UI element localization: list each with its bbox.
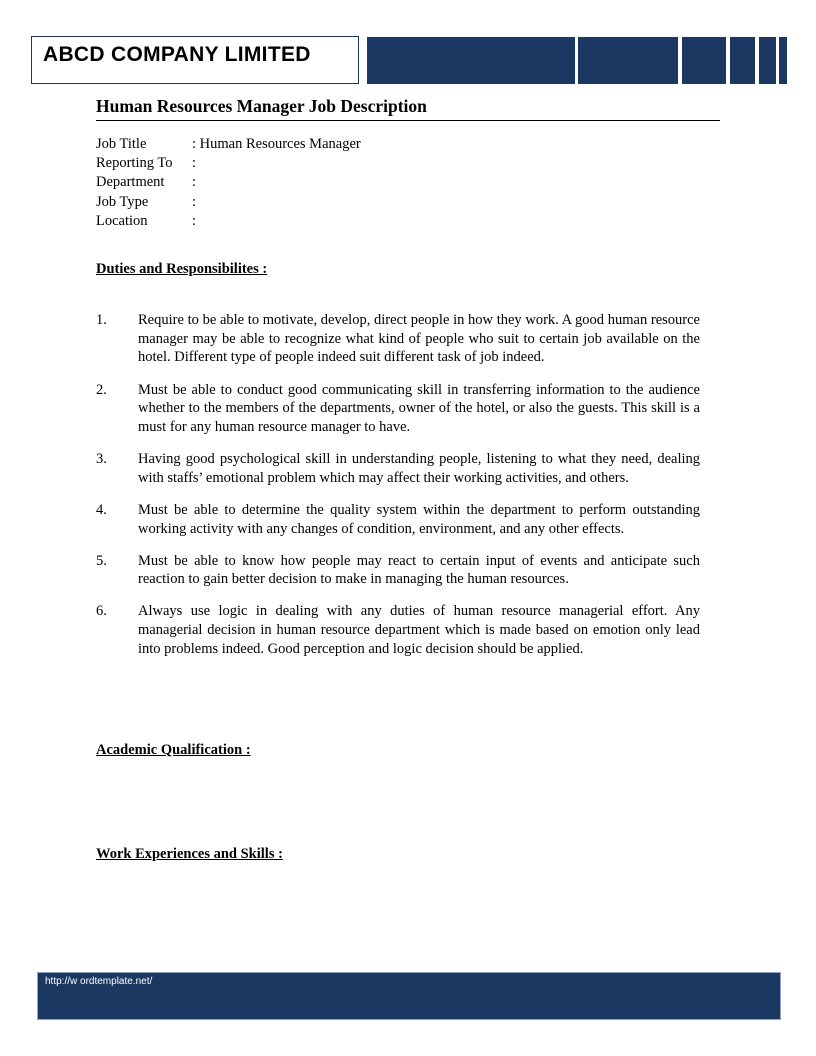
- list-item: [96, 450, 700, 487]
- duties-heading: Duties and Responsibilites :: [96, 261, 268, 277]
- list-item-number: 1.: [96, 312, 107, 328]
- list-item-text: Must be able to know how people may react to certain input of events and anticipate such reaction to gain better decision to make in managing the human resources.: [138, 552, 700, 588]
- list-item-number: 2.: [96, 381, 107, 398]
- info-row-job-type: [96, 193, 361, 212]
- list-item-text: Always use logic in dealing with any duties of human resource managerial effort. Any managerial decision in human resource department which is made based on emotion only lead into problems indeed. Good perception and logic decision should be applied.: [138, 603, 700, 657]
- list-item: [96, 311, 700, 367]
- list-item-text: Must be able to determine the quality system within the department to perform outstanding working activity with any changes of condition, environment, and any other effects.: [138, 501, 700, 537]
- list-item: [96, 552, 700, 589]
- footer-url: http://w ordtemplate.net/: [45, 976, 153, 987]
- list-item-number: 5.: [96, 552, 107, 569]
- info-value: :: [192, 155, 197, 172]
- list-item: [96, 602, 700, 658]
- company-name: ABCD COMPANY LIMITED: [43, 43, 311, 66]
- list-item-number: 6.: [96, 603, 107, 620]
- info-row-department: [96, 173, 361, 192]
- academic-qualification-heading: Academic Qualification :: [96, 742, 251, 758]
- info-value: :: [192, 193, 197, 210]
- job-info-list: [96, 135, 361, 231]
- list-item-text: Having good psychological skill in understanding people, listening to what they need, dealing with staffs’ emotional problem which may affect their working activities, and others.: [138, 451, 700, 486]
- list-item: [96, 501, 700, 538]
- info-row-reporting-to: [96, 154, 361, 173]
- footer-bar: [37, 972, 781, 1020]
- info-row-location: [96, 212, 361, 231]
- info-value: : Human Resources Manager: [192, 136, 361, 152]
- info-label: Job Title: [96, 136, 147, 152]
- list-item-number: 4.: [96, 501, 107, 518]
- info-label: Reporting To: [96, 155, 173, 172]
- list-item-text: Must be able to conduct good communicating skill in transferring information to the audience whether to the members of the departments, owner of the hotel, or also the guests. This skill is a must for any human resource manager to have.: [138, 381, 700, 435]
- info-value: :: [192, 174, 197, 191]
- header-bar-6: [779, 37, 787, 84]
- info-label: Department: [96, 174, 165, 191]
- info-label: Job Type: [96, 193, 149, 210]
- duties-list: [96, 311, 700, 672]
- work-experience-heading: Work Experiences and Skills :: [96, 846, 283, 862]
- header-bar-5: [759, 37, 776, 84]
- header-bar-3: [682, 37, 726, 84]
- title-divider: [96, 120, 720, 121]
- header-bar-4: [730, 37, 755, 84]
- list-item: [96, 381, 700, 437]
- header-bar-1: [367, 37, 575, 84]
- document-title: Human Resources Manager Job Description: [96, 96, 427, 116]
- header-bar-2: [578, 37, 678, 84]
- info-value: :: [192, 212, 197, 229]
- company-name-box: [31, 36, 359, 84]
- info-row-job-title: [96, 135, 361, 154]
- info-label: Location: [96, 212, 148, 229]
- list-item-text: Require to be able to motivate, develop, direct people in how they work. A good human resource manager may be able to recognize what kind of people who suit to certain job available on the hotel. Different type of people indeed suit different task of job indeed.: [138, 312, 700, 366]
- list-item-number: 3.: [96, 451, 107, 467]
